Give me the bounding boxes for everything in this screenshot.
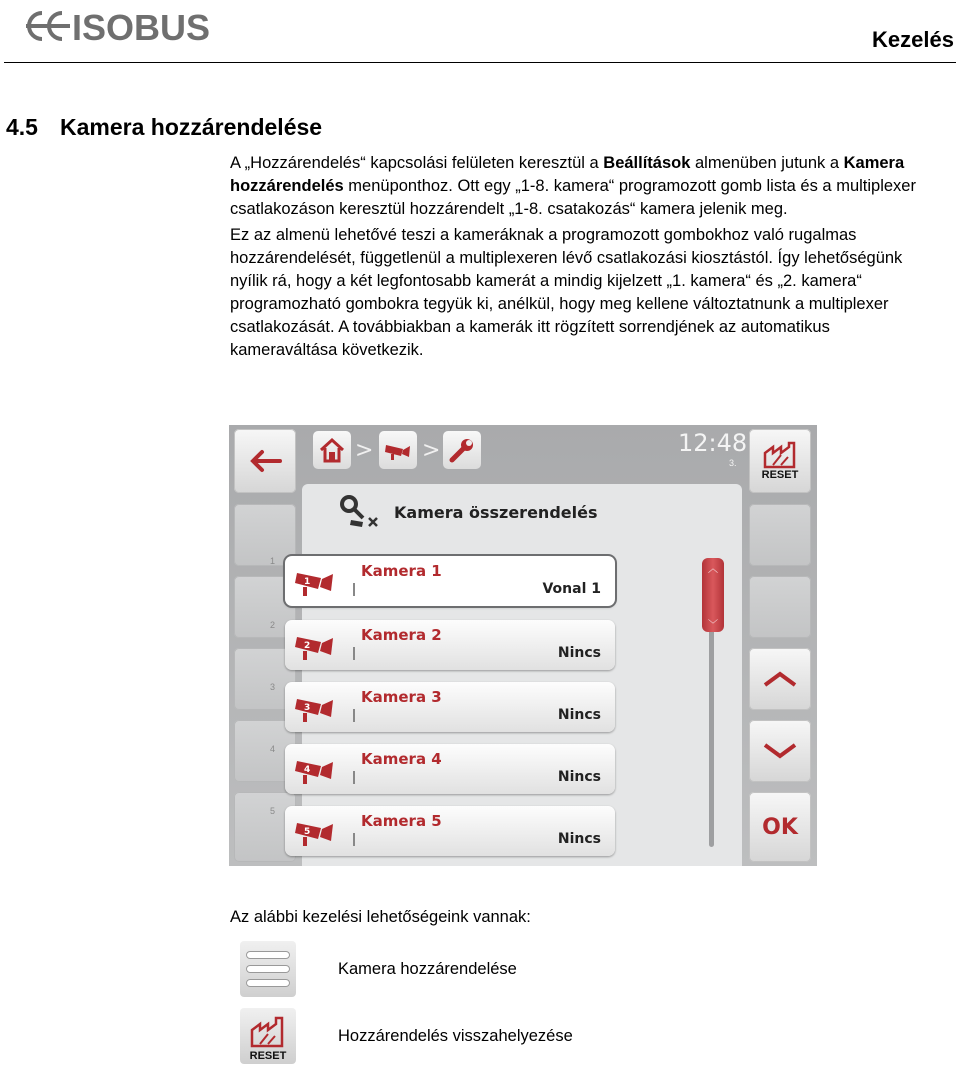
header-divider — [4, 62, 956, 63]
chevron-up-icon — [762, 670, 798, 688]
text-span: menüponthoz. Ott egy „1-8. kamera“ programozott gomb lista és a multiplexer csatlakozáson keresztül hozzárendelt „1-8. csatakozás“ kamera jelenik meg. — [230, 177, 916, 218]
reset-icon — [240, 1008, 296, 1064]
clock: 12:48 — [678, 429, 748, 457]
row-index: 2 — [270, 620, 276, 630]
wrench-icon[interactable] — [443, 431, 481, 469]
isobus-logo — [12, 5, 222, 47]
camera-name: Kamera 3 — [361, 688, 442, 706]
chevron-up-icon: ︿ — [708, 564, 718, 575]
terminal-screenshot — [229, 425, 817, 866]
camera-name: Kamera 1 — [361, 562, 442, 580]
camera-row-4[interactable] — [270, 744, 615, 794]
intro-paragraph-2: Ez az almenü lehetővé teszi a kameráknak a programozott gombokhoz való rugalmas hozzárendelését, függetlenül a multiplexeren lévő csatlakozási kiosztástól. Így lehetőségünk nyílik rá, hogy a két legfontosabb kamerát a mindig kijelzett „1. kamera“ és „2. kamera“ programozható gombokra tegyük ki, anélkül, hogy meg kellene változtatnunk a multiplexer csatlakozását. A továbbiakban a kamerák itt rögzített sorrendjének az automatikus kameraváltása következik. — [230, 226, 903, 359]
camera-name: Kamera 5 — [361, 812, 442, 830]
row-index: 5 — [270, 806, 276, 816]
svg-text:3: 3 — [304, 703, 311, 713]
reset-label: RESET — [761, 469, 799, 481]
reset-button[interactable] — [749, 429, 811, 493]
scroll-down-button[interactable] — [749, 720, 811, 782]
intro-paragraph-1 — [230, 152, 930, 221]
camera-row-5[interactable] — [270, 806, 615, 856]
camera-icon — [293, 691, 337, 725]
svg-text:4: 4 — [304, 765, 311, 775]
row-separator — [353, 709, 355, 722]
row-separator — [353, 647, 355, 660]
text-span: A „Hozzárendelés“ kapcsolási felületen keresztül a — [230, 154, 604, 172]
camera-name: Kamera 4 — [361, 750, 442, 768]
softkey-right-3[interactable] — [749, 576, 811, 638]
chevron-down-icon — [762, 742, 798, 760]
text-span: almenüben jutunk a — [690, 154, 844, 172]
options-heading: Az alábbi kezelési lehetőségeink vannak: — [230, 908, 531, 926]
bold-term: Beállítások — [603, 154, 691, 172]
camera-row-3[interactable] — [270, 682, 615, 732]
row-index: 3 — [270, 682, 276, 692]
camera-row-1[interactable] — [270, 556, 615, 606]
scroll-up-button[interactable] — [749, 648, 811, 710]
camera-assignment-value: Vonal 1 — [542, 581, 601, 597]
row-separator — [353, 833, 355, 846]
camera-assignment-icon — [337, 492, 379, 530]
camera-icon — [293, 753, 337, 787]
ok-label: OK — [762, 814, 798, 840]
svg-text:2: 2 — [304, 641, 311, 651]
svg-text:RESET: RESET — [249, 1050, 287, 1062]
camera-name: Kamera 2 — [361, 626, 442, 644]
back-arrow-icon — [248, 449, 282, 473]
clock-page-indicator: 3. — [729, 458, 737, 468]
ok-button[interactable] — [749, 792, 811, 862]
back-button[interactable] — [234, 429, 296, 493]
option-label-1: Kamera hozzárendelése — [338, 960, 517, 978]
camera-assignment-value: Nincs — [557, 707, 601, 723]
camera-icon — [293, 629, 337, 663]
bold-term: Kamera hozzárendelés — [230, 154, 905, 195]
chevron-down-icon: ﹀ — [708, 620, 718, 631]
camera-assignment-value: Nincs — [557, 769, 601, 785]
home-icon[interactable] — [313, 431, 351, 469]
section-title: Kamera hozzárendelése — [60, 114, 323, 140]
row-index: 1 — [270, 556, 276, 566]
camera-assignment-value: Nincs — [557, 831, 601, 847]
list-icon — [240, 941, 296, 997]
option-label-2: Hozzárendelés visszahelyezése — [338, 1027, 573, 1045]
svg-text:1: 1 — [304, 577, 311, 587]
camera-icon — [293, 815, 337, 849]
svg-text:ISOBUS: ISOBUS — [72, 7, 211, 47]
svg-text:5: 5 — [304, 827, 311, 837]
row-index: 4 — [270, 744, 276, 754]
factory-icon — [762, 441, 798, 469]
camera-icon — [293, 565, 337, 599]
row-separator — [353, 583, 355, 596]
camera-assignment-value: Nincs — [557, 645, 601, 661]
camera-row-2[interactable] — [270, 620, 615, 670]
breadcrumb-separator: > — [422, 438, 441, 463]
row-separator — [353, 771, 355, 784]
section-number: 4.5 — [6, 114, 38, 140]
camera-breadcrumb-icon[interactable] — [379, 431, 417, 469]
breadcrumb-separator: > — [355, 438, 374, 463]
section-name: Kezelés — [872, 27, 954, 52]
panel-title: Kamera összerendelés — [394, 503, 598, 522]
softkey-right-2[interactable] — [749, 504, 811, 566]
section-heading — [6, 114, 322, 141]
scrollbar-thumb[interactable] — [702, 558, 724, 632]
